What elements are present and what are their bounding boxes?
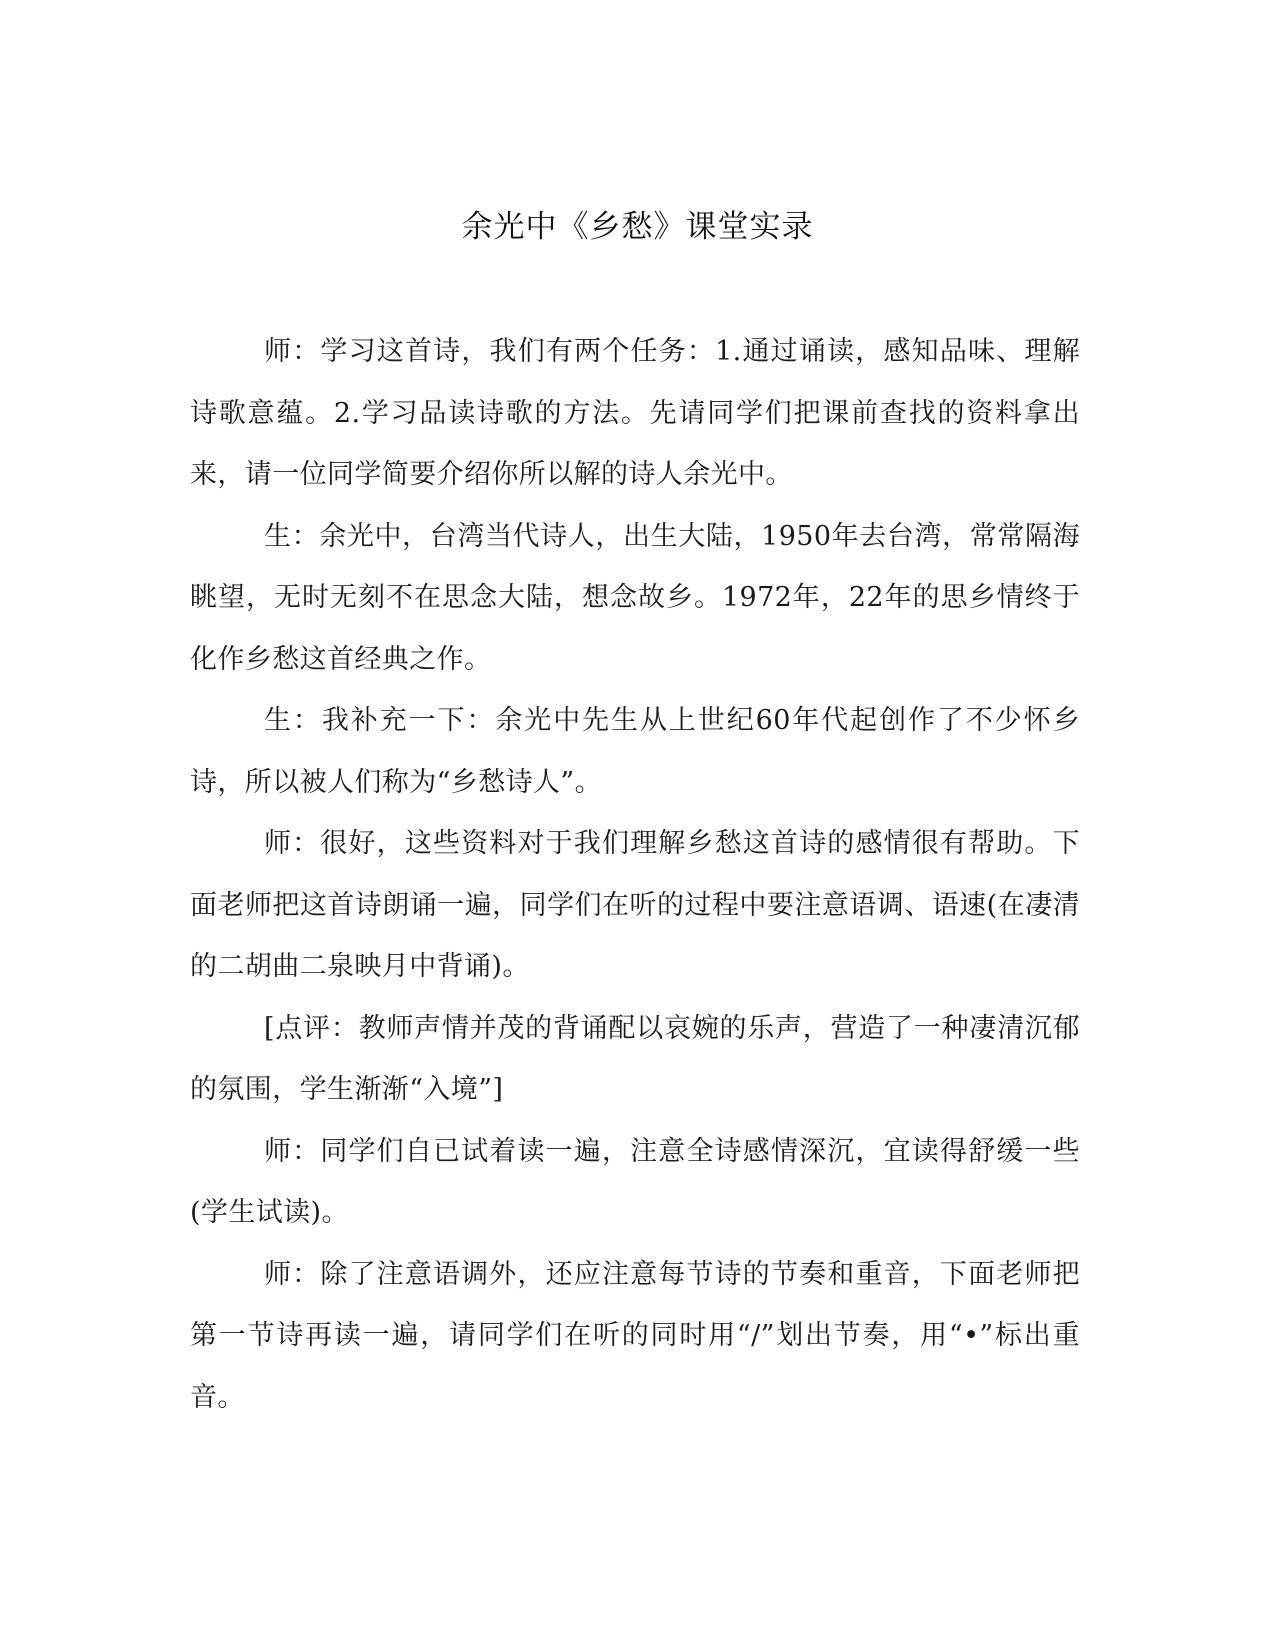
document-title: 余光中《乡愁》课堂实录 (461, 209, 814, 245)
paragraph-teacher-trial-read: 师：同学们自已试着读一遍，注意全诗感情深沉，宜读得舒缓一些(学生试读)。 (190, 1135, 1080, 1228)
paragraph-student-2: 生：我补充一下：余光中先生从上世纪60年代起创作了不少怀乡诗，所以被人们称为“乡愁诗人”。 (190, 705, 1080, 798)
paragraph-comment: [点评：教师声情并茂的背诵配以哀婉的乐声，营造了一种凄清沉郁的氛围，学生渐渐“入境”] (190, 1012, 1080, 1105)
paragraph-teacher-rhythm: 师：除了注意语调外，还应注意每节诗的节奏和重音，下面老师把第一节诗再读一遍，请同学们在听的同时用“/”划出节奏，用“•”标出重音。 (190, 1258, 1080, 1413)
document-body (190, 321, 1080, 1428)
paragraph-student-1: 生：余光中，台湾当代诗人，出生大陆，1950年去台湾，常常隔海眺望，无时无刻不在思念大陆，想念故乡。1972年，22年的思乡情终于化作乡愁这首经典之作。 (190, 520, 1080, 675)
paragraph-teacher-intro: 师：学习这首诗，我们有两个任务：1.通过诵读，感知品味、理解诗歌意蕴。2.学习品读诗歌的方法。先请同学们把课前查找的资料拿出来，请一位同学简要介绍你所以解的诗人余光中。 (190, 336, 1080, 490)
paragraph-teacher-recital: 师：很好，这些资料对于我们理解乡愁这首诗的感情很有帮助。下面老师把这首诗朗诵一遍，同学们在听的过程中要注意语调、语速(在凄清的二胡曲二泉映月中背诵)。 (190, 828, 1080, 982)
